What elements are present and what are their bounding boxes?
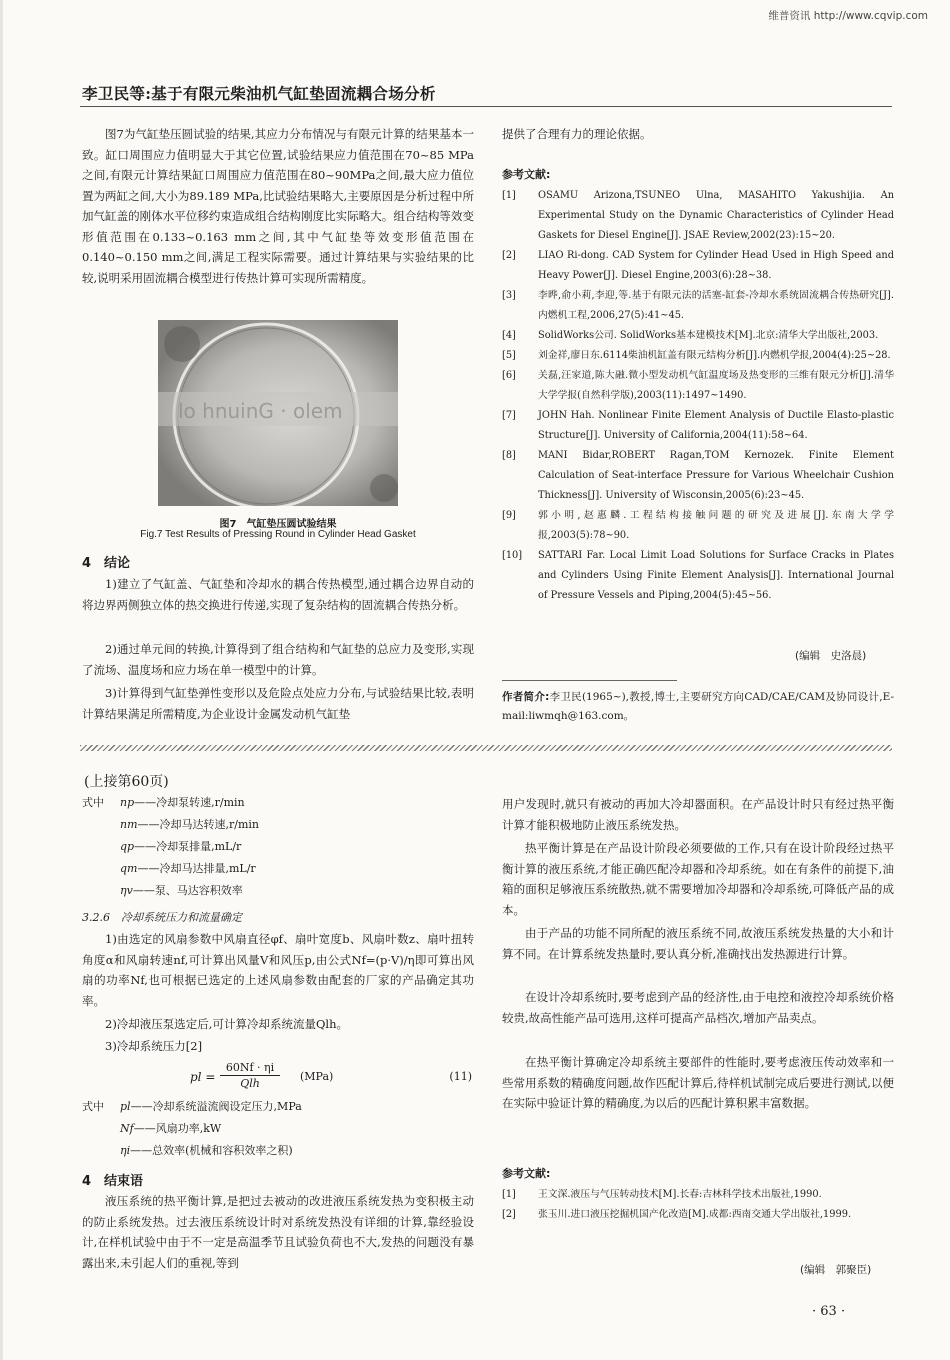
author-bio-text: 李卫民(1965~),教授,博士,主要研究方向CAD/CAE/CAM及协同设计,E-mail:liwmqh@163.com。 [502, 691, 894, 722]
reference-item: [5] 刘金祥,廖日东.6114柴油机缸盖有限元结构分析[J].内燃机学报,2004(4):25~28. [502, 350, 891, 361]
gasket-photo-illustration [158, 320, 398, 506]
author-rule [502, 680, 677, 681]
paragraph-closing: 液压系统的热平衡计算,是把过去被动的改进液压系统发热为变积极主动的防止系统发热。过去液压系统设计时对系统发热没有详细的计算,靠经验设计,在样机试验中由于不一定是高温季节且试验负荷也不大,发热的问题没有暴露出来,未引起人们的重视,等到 [82, 1194, 474, 1270]
formula-lhs: pl = [190, 1070, 216, 1084]
paragraph-fan-parameters: 1)由选定的风扇参数中风扇直径φf、扇叶宽度b、风扇叶数z、扇叶扭转角度α和风扇转速nf,可计算出风量V和风压p,由公式Nf=(p·V)/η即可算出风扇的功率Nf,也可根据已选定的上述风扇参数由配套的厂家的产品确定其功率。 [82, 932, 474, 1008]
paragraph-pump-flow: 2)冷却液压泵选定后,可计算冷却系统流量Qlh。 [105, 1017, 348, 1031]
reference-list [502, 186, 894, 606]
figure-caption-cn: 图7 气缸垫压圆试验结果 [219, 519, 337, 530]
paragraph-right-4: 在设计冷却系统时,要考虑到产品的经济性,由于电控和液控冷却系统价格较贵,故高性能产品可选用,这样可提高产品档次,增加产品卖点。 [502, 990, 894, 1025]
conclusion-3: 3)计算得到气缸垫弹性变形以及危险点处应力分布,与试验结果比较,表明计算结果满足所需精度,为企业设计金属发动机气缸垫 [82, 686, 474, 721]
formula-denominator: Qlh [240, 1077, 260, 1090]
reference-item: [10] SATTARI Far. Local Limit Load Solutions for Surface Cracks in Plates and Cylinders Using Finite Element Analysis[J]. International Journal of Pressure Vessels and Piping,2004(5):45~56. [502, 550, 894, 601]
reference-item: [2] LIAO Ri-dong. CAD System for Cylinder Head Used in High Speed and Heavy Power[J]. Diesel Engine,2003(6):28~38. [502, 250, 894, 281]
references-title-2: 参考文献: [502, 1167, 551, 1180]
formula-fraction [220, 1061, 280, 1090]
definition-row: np——冷却泵转速,r/min [120, 796, 245, 809]
reference-item: [2] 张玉川.进口液压挖掘机国产化改造[M].成都:西南交通大学出版社,1999. [502, 1209, 852, 1220]
definition-row: ηv——泵、马达容积效率 [120, 884, 243, 897]
symbol-definitions-2 [82, 1098, 474, 1164]
conclusion-1: 1)建立了气缸盖、气缸垫和冷却水的耦合传热模型,通过耦合边界自动的将边界两侧独立体的热交换进行传递,实现了复杂结构的固流耦合传热分析。 [82, 577, 474, 612]
continued-from-label: (上接第60页) [84, 774, 169, 790]
reference-item: [3] 李晔,俞小莉,李迎,等.基于有限元法的活塞-缸套-冷却水系统固流耦合传热研究[J].内燃机工程,2006,27(5):41~45. [502, 290, 894, 321]
formula-11 [190, 1061, 480, 1101]
paragraph-right-3: 由于产品的功能不同所配的液压系统不同,故液压系统发热量的大小和计算不同。在计算系统发热量时,要认真分析,准确找出发热源进行计算。 [502, 926, 894, 961]
definition-row: qm——冷却马达排量,mL/r [120, 862, 256, 875]
header-rule [80, 106, 892, 107]
reference-item: [1] 王文深.液压与气压转动技术[M].长春:吉林科学技术出版社,1990. [502, 1189, 822, 1200]
references-title: 参考文献: [502, 168, 551, 181]
running-header: 李卫民等:基于有限元柴油机气缸垫固流耦合场分析 [82, 84, 436, 103]
figure-photo [158, 320, 398, 506]
definition-row: ηi——总效率(机械和容积效率之积) [120, 1144, 293, 1157]
reference-item: [4] SolidWorks公司. SolidWorks基本建模技术[M].北京:清华大学出版社,2003. [502, 330, 879, 341]
equation-number: (11) [449, 1070, 472, 1083]
conclusion-2: 2)通过单元间的转换,计算得到了组合结构和气缸垫的总应力及变形,实现了流场、温度场和应力场在单一模型中的计算。 [82, 642, 474, 677]
formula-unit: (MPa) [300, 1070, 334, 1083]
definition-row: Nf——风扇功率,kW [120, 1122, 222, 1135]
defs-prefix: 式中 [82, 796, 104, 809]
reference-list-2 [502, 1185, 894, 1225]
definition-row: qp——冷却泵排量,mL/r [120, 840, 242, 853]
paragraph-continuation: 提供了合理有力的理论依据。 [502, 127, 652, 141]
definition-row: pl——冷却系统溢流阀设定压力,MPa [120, 1100, 302, 1113]
watermark: 维普资讯 http://www.cqvip.com [768, 10, 928, 22]
fraction-bar [220, 1075, 280, 1076]
author-bio-label: 作者简介: [502, 691, 550, 703]
section-divider [80, 745, 892, 751]
formula-numerator: 60Nf · ηi [225, 1061, 275, 1074]
paragraph-right-2: 热平衡计算是在产品设计阶段必须要做的工作,只有在设计阶段经过热平衡计算的液压系统,才能正确匹配冷却器和冷却系统。如在有条件的前提下,油箱的面积足够液压系统散热,就不需要增加冷却器和冷却系统,可降低产品的成本。 [502, 841, 894, 917]
subsection-heading: 3.2.6 冷却系统压力和流量确定 [82, 911, 242, 924]
paragraph-system-pressure: 3)冷却系统压力[2] [105, 1039, 203, 1053]
paragraph-figure-discussion: 图7为气缸垫压圆试验的结果,其应力分布情况与有限元计算的结果基本一致。缸口周围应力值明显大于其它位置,试验结果应力值范围在70~85 MPa之间,有限元计算结果缸口周围应力值范围在80~90MPa之间,最大应力值位置为两缸之间,大小为89.189 MPa,比试验结果略大,主要原因是分析过程中所加气缸盖的刚体水平位移约束造成组合结构刚度比实际略大。组合结构等效变形值范围在0.133~0.163 mm之间,其中气缸垫等效变形值范围在0.140~0.150 mm之间,满足工程实际需要。通过计算结果与实验结果的比较,说明采用固流耦合模型进行传热计算可实现所需精度。 [82, 127, 474, 285]
editor-credit: (编辑 史洛晨) [795, 650, 867, 662]
section-heading-conclusion: 4 结论 [82, 556, 131, 571]
paragraph-right-5: 在热平衡计算确定冷却系统主要部件的性能时,要考虑液压传动效率和一些常用系数的精确度问题,故作匹配计算后,待样机试制完成后要进行测试,以便在实际中验证计算的精确度,为以后的匹配计算积累丰富数据。 [502, 1055, 894, 1110]
editor-credit-2: (编辑 郭聚臣) [800, 1264, 872, 1276]
reference-item: [9] 郭小明,赵惠麟.工程结构接触问题的研究及进展[J].东南大学学报,2003(5):78~90. [502, 510, 894, 541]
reference-item: [7] JOHN Hah. Nonlinear Finite Element Analysis of Ductile Elasto-plastic Structure[J]. University of California,2004(11):58~64. [502, 410, 894, 441]
definition-row: nm——冷却马达转速,r/min [120, 818, 260, 831]
scan-edge [0, 0, 3, 1360]
section-heading-closing: 4 结束语 [82, 1174, 144, 1189]
author-bio [502, 688, 894, 726]
figure-caption-en: Fig.7 Test Results of Pressing Round in Cylinder Head Gasket [140, 529, 416, 540]
defs-prefix: 式中 [82, 1100, 104, 1113]
reference-item: [6] 关磊,汪家道,陈大融.微小型发动机气缸温度场及热变形的三维有限元分析[J].清华大学学报(自然科学版),2003(11):1497~1490. [502, 370, 894, 401]
reference-item: [1] OSAMU Arizona,TSUNEO Ulna, MASAHITO Yakushijia. An Experimental Study on the Dynamic Characteristics of Cylinder Head Gaskets for Diesel Engine[J]. JSAE Review,2002(23):15~20. [502, 190, 894, 241]
paragraph-right-1: 用户发现时,就只有被动的再加大冷却器面积。在产品设计时只有经过热平衡计算才能积极地防止液压系统发热。 [502, 797, 894, 832]
symbol-definitions-1 [82, 794, 474, 904]
reference-item: [8] MANI Bidar,ROBERT Ragan,TOM Kernozek. Finite Element Calculation of Seat-interface Pressure for Various Wheelchair Cushion Thickness[J]. University of Wisconsin,2005(6):23~45. [502, 450, 894, 501]
page-number: · 63 · [812, 1304, 846, 1319]
svg-text:lo hnuinG · olem: lo hnuinG · olem [178, 399, 343, 423]
